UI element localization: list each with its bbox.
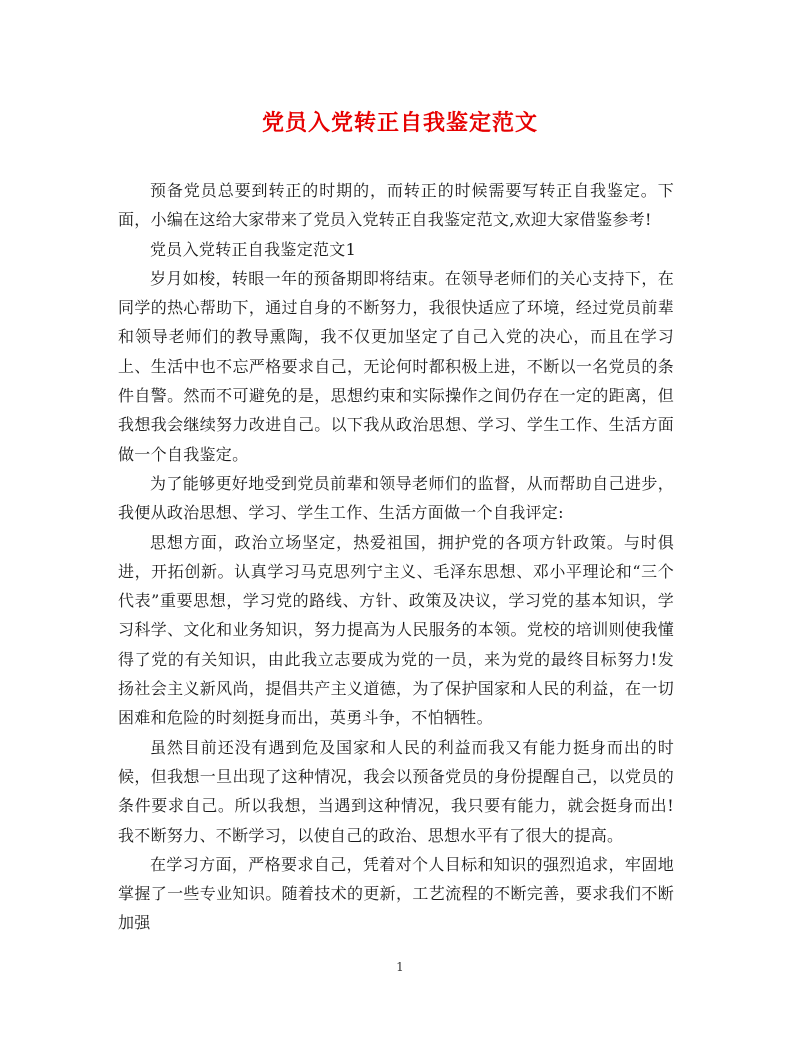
paragraph-ideology: 思想方面，政治立场坚定，热爱祖国，拥护党的各项方针政策。与时俱进，开拓创新。认真学习马克思列宁主义、毛泽东思想、邓小平理论和“三个代表”重要思想，学习党的路线、方针、政策及决议，学习党的基本知识，学习科学、文化和业务知识，努力提高为人民服务的本领。党校的培训则使我懂得了党的有关知识，由此我立志要成为党的一员，来为党的最终目标努力!发扬社会主义新风尚，提倡共产主义道德，为了保护国家和人民的利益，在一切困难和危险的时刻挺身而出，英勇斗争，不怕牺牲。 [118,532,674,728]
document-body [118,176,674,938]
section-heading: 党员入党转正自我鉴定范文1 [150,239,357,259]
page-number: 1 [396,960,404,974]
paragraph-summary: 岁月如梭，转眼一年的预备期即将结束。在领导老师们的关心支持下，在同学的热心帮助下，通过自身的不断努力，我很快适应了环境，经过党员前辈和领导老师们的教导熏陶，我不仅更加坚定了自己入党的决心，而且在学习上、生活中也不忘严格要求自己，无论何时都积极上进，不断以一名党员的条件自警。然而不可避免的是，思想约束和实际操作之间仍存在一定的距离，但我想我会继续努力改进自己。以下我从政治思想、学习、学生工作、生活方面做一个自我鉴定。 [118,268,674,464]
paragraph-study: 在学习方面，严格要求自己，凭着对个人目标和知识的强烈追求，牢固地掌握了一些专业知识。随着技术的更新，工艺流程的不断完善，要求我们不断加强 [118,854,674,933]
paragraph-commitment: 虽然目前还没有遇到危及国家和人民的利益而我又有能力挺身而出的时候，但我想一旦出现了这种情况，我会以预备党员的身份提醒自己，以党员的条件要求自己。所以我想，当遇到这种情况，我只要有能力，就会挺身而出!我不断努力、不断学习，以使自己的政治、思想水平有了很大的提高。 [118,737,674,845]
document-title: 党员入党转正自我鉴定范文 [261,110,538,136]
paragraph-intro: 预备党员总要到转正的时期的，而转正的时候需要写转正自我鉴定。下面，小编在这给大家带来了党员入党转正自我鉴定范文,欢迎大家借鉴参考! [118,181,674,230]
paragraph-self-evaluation: 为了能够更好地受到党员前辈和领导老师们的监督，从而帮助自己进步，我便从政治思想、学习、学生工作、生活方面做一个自我评定: [118,473,674,523]
